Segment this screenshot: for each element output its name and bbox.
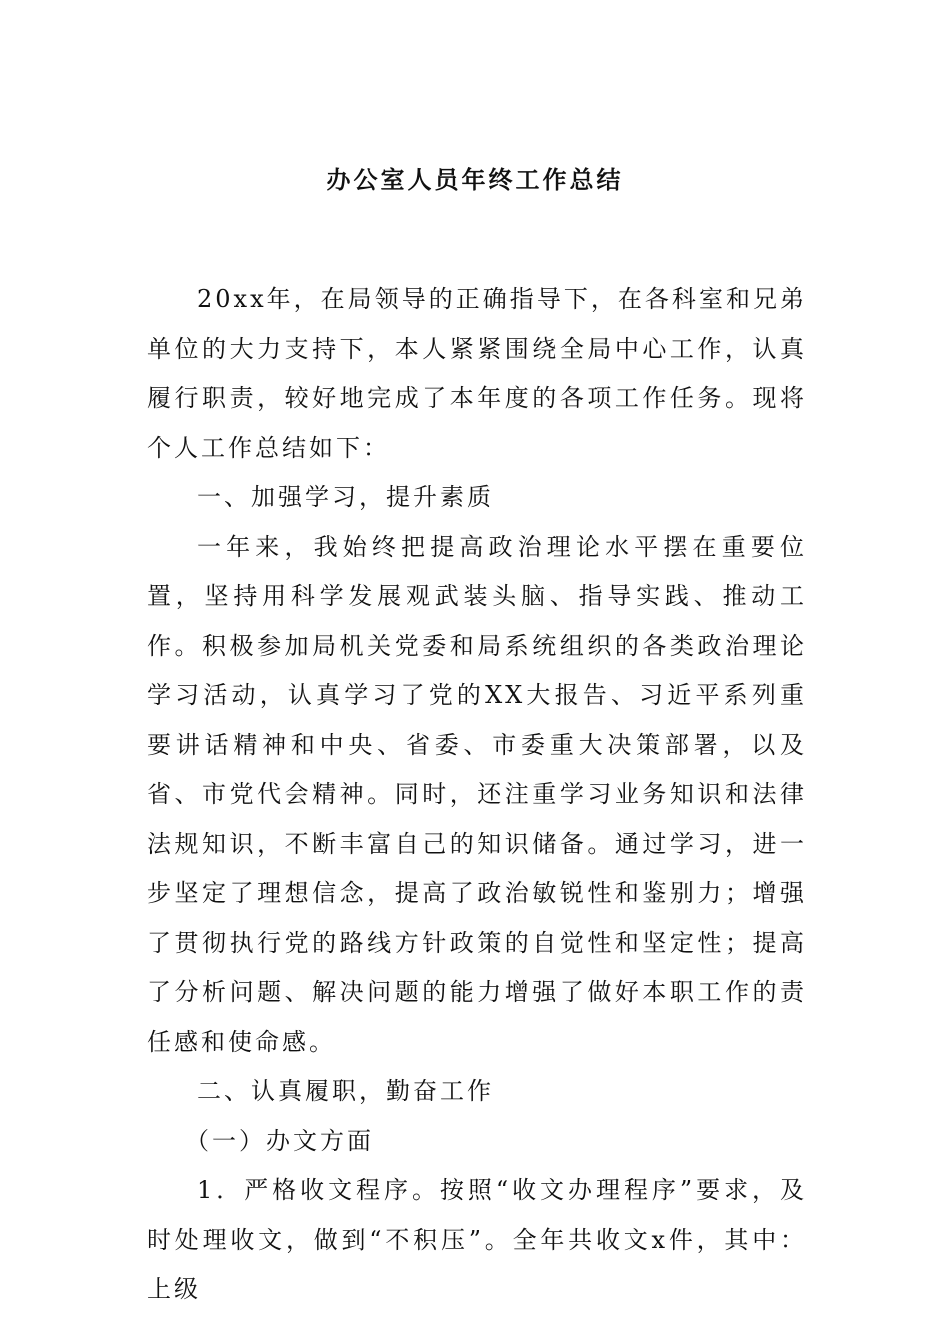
subsection-heading-1: （一）办文方面: [185, 1126, 374, 1155]
study-paragraph: 一年来，我始终把提高政治理论水平摆在重要位置，坚持用科学发展观武装头脑、指导实践、推动工作。积极参加局机关党委和局系统组织的各类政治理论学习活动，认真学习了党的XX大报告、习近平系列重要讲话精神和中央、省委、市委重大决策部署，以及省、市党代会精神。同时，还注重学习业务知识和法律法规知识，不断丰富自己的知识储备。通过学习，进一步坚定了理想信念，提高了政治敏锐性和鉴别力；增强了贯彻执行党的路线方针政策的自觉性和坚定性；提高了分析问题、解决问题的能力增强了做好本职工作的责任感和使命感。: [147, 532, 807, 1056]
receiving-documents-paragraph: 1．严格收文程序。按照“收文办理程序”要求，及时处理收文，做到“不积压”。全年共收文x件，其中：上级: [147, 1176, 807, 1303]
intro-paragraph: 20xx年，在局领导的正确指导下，在各科室和兄弟单位的大力支持下，本人紧紧围绕全局中心工作，认真履行职责，较好地完成了本年度的各项工作任务。现将个人工作总结如下：: [147, 285, 807, 462]
document-body: [147, 275, 807, 1315]
document-title: 办公室人员年终工作总结: [326, 166, 624, 194]
section-heading-2: 二、认真履职，勤奋工作: [197, 1077, 494, 1105]
section-heading-1: 一、加强学习，提升素质: [197, 483, 494, 511]
